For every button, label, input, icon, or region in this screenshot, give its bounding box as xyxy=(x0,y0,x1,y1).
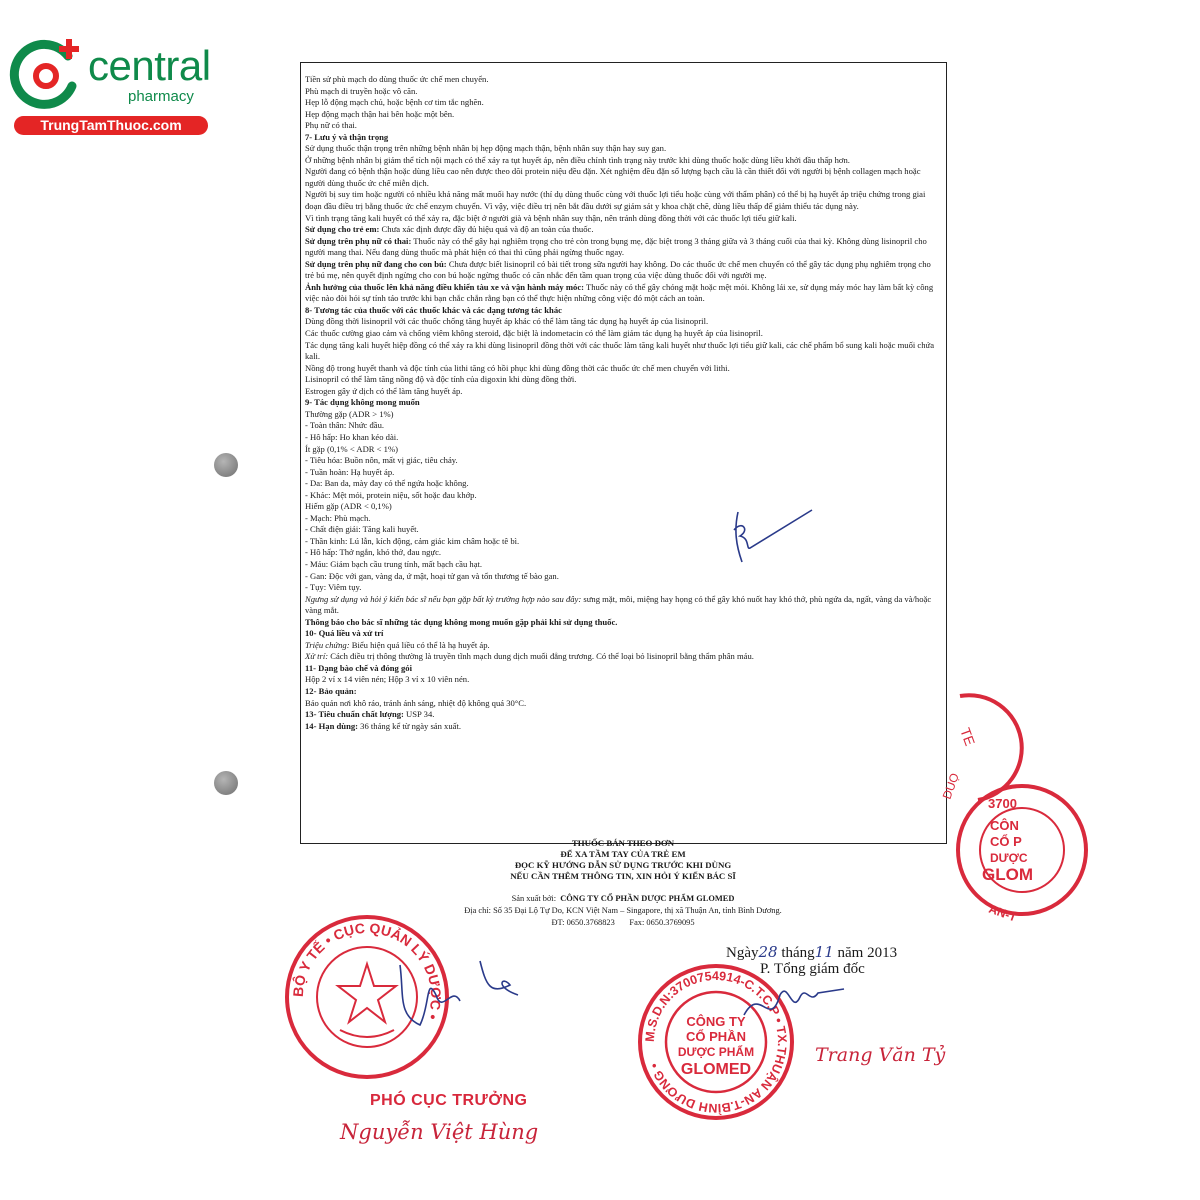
logo-brand: central xyxy=(88,42,211,89)
warning-line: THUỐC BÁN THEO ĐƠN xyxy=(571,838,675,848)
logo-sub: pharmacy xyxy=(128,88,194,105)
inline-label: Ảnh hưởng của thuốc lên khả năng điều khiển tàu xe và vận hành máy móc: xyxy=(305,281,585,292)
doc-line xyxy=(305,363,941,375)
punch-hole-top xyxy=(214,453,238,477)
initial-signature xyxy=(720,500,820,570)
doc-line xyxy=(305,559,941,571)
doc-line xyxy=(305,490,941,502)
edge-stamp-l4: DƯỢC xyxy=(990,851,1028,865)
inline-label: Sử dụng cho trẻ em: xyxy=(305,224,380,235)
section-heading xyxy=(305,305,941,317)
doc-line xyxy=(305,571,941,583)
mfr-name: CÔNG TY CỔ PHẦN DƯỢC PHẨM GLOMED xyxy=(560,894,735,903)
glomed-l3: DƯỢC PHẨM xyxy=(677,1045,755,1059)
line-text: Các thuốc cường giao cảm và chống viêm không steroid, đặc biệt là indometacin có thể làm giảm tác dụng hạ huyết áp của lisinopril. xyxy=(305,328,763,339)
line-text: Vì tình trạng tăng kali huyết có thể xảy ra, đặc biệt ở người già và bệnh nhân suy thận, nên tránh dùng đồng thời với các thuốc lợi tiểu giữ kali. xyxy=(305,212,797,223)
doc-line xyxy=(305,444,941,456)
edge-stamp-l1: 3700 xyxy=(988,796,1017,811)
line-text: - Máu: Giảm bạch cầu trung tính, mất bạch cầu hạt. xyxy=(305,558,483,569)
date-month: 11 xyxy=(814,943,834,961)
line-text: - Gan: Độc với gan, vàng da, ứ mật, hoại tử gan và tổn thương tế bào gan. xyxy=(305,570,559,581)
signer-role: P. Tổng giám đốc xyxy=(760,961,865,977)
doc-line xyxy=(305,236,941,259)
line-text: 10- Quá liều và xử trí xyxy=(305,628,384,639)
line-text: - Chất điện giải: Tăng kali huyết. xyxy=(305,524,419,535)
mfr-address: Địa chỉ: Số 35 Đại Lộ Tự Do, KCN Việt Nam – Singapore, thị xã Thuận An, tỉnh Bình Dương. xyxy=(464,906,782,915)
pharmacy-logo xyxy=(10,36,225,136)
date-day: 28 xyxy=(758,943,778,961)
doc-line xyxy=(305,709,941,721)
inline-italic-label: Triệu chứng: xyxy=(305,639,350,650)
line-text: 12- Bảo quản: xyxy=(305,685,357,696)
line-text: - Khác: Mệt mỏi, protein niệu, sốt hoặc đau khớp. xyxy=(305,489,477,500)
doc-line xyxy=(305,340,941,363)
doc-line xyxy=(305,143,941,155)
line-text: - Toàn thân: Nhức đầu. xyxy=(305,420,385,431)
line-text: Biểu hiện quá liều có thể là hạ huyết áp. xyxy=(349,639,490,650)
line-text: USP 34. xyxy=(403,709,435,720)
doc-line xyxy=(305,432,941,444)
doc-line xyxy=(305,478,941,490)
doc-line xyxy=(305,86,941,98)
line-text: - Hô hấp: Thở ngắn, khó thở, đau ngực. xyxy=(305,547,442,558)
line-text: Hẹp lỗ động mạch chủ, hoặc bệnh cơ tim tắc nghẽn. xyxy=(305,97,484,108)
doc-line xyxy=(305,155,941,167)
line-text: - Tụy: Viêm tụy. xyxy=(305,582,362,593)
warning-block xyxy=(305,838,941,882)
doc-line xyxy=(305,120,941,132)
doc-line xyxy=(305,594,941,617)
line-text: Hẹp động mạch thận hai bên hoặc một bên. xyxy=(305,108,455,119)
line-text: - Hô hấp: Ho khan kéo dài. xyxy=(305,431,399,442)
doc-line xyxy=(305,328,941,340)
section-heading xyxy=(305,686,941,698)
doc-line xyxy=(305,651,941,663)
doc-line xyxy=(305,74,941,86)
logo-url[interactable]: TrungTamThuoc.com xyxy=(14,116,208,135)
emblem-star-icon xyxy=(338,964,396,1022)
line-text: Ở những bệnh nhân bị giảm thể tích nội mạch có thể xảy ra tụt huyết áp, nên điều chỉnh tình trạng này trước khi dùng thuốc hoặc dùng liều khởi đầu thấp hơn. xyxy=(305,154,850,165)
doc-line xyxy=(305,109,941,121)
official-signature xyxy=(390,955,540,1035)
edge-stamp-l2: CÔN xyxy=(990,818,1019,833)
line-text: Thuốc này có thể gây chóng mặt hoặc mệt mỏi. Không lái xe, sử dụng máy móc hay làm bất kỳ công việc nào đòi hỏi sự tỉnh táo trước khi bạn chắc chắn rằng bạn có thể thực hiện những công việc đó một cách an toàn. xyxy=(305,281,934,304)
mfr-fax: Fax: 0650.3769095 xyxy=(629,918,695,927)
glomed-ring-text: M.S.D.N:3700754914-C.T.C.P • TX.THUẬN AN-T.BÌNH DƯƠNG • xyxy=(642,968,790,1116)
line-text: 36 tháng kể từ ngày sản xuất. xyxy=(358,720,462,731)
line-text: Người bị suy tim hoặc người có nhiều khả năng mất muối hay nước (thí dụ dùng thuốc cùng với thuốc lợi tiểu hoặc cùng với thẩm phân) có thể bị hạ huyết áp triệu chứng trong giai đoạn đầu điều trị bằng thuốc ức chế enzym chuyển. Vì vậy, việc điều trị nên bắt đầu dưới sự giám sát y khoa chặt chẽ, dùng liều thấp để giảm thiểu tác dụng này. xyxy=(305,189,926,212)
line-text: - Mạch: Phù mạch. xyxy=(305,512,371,523)
line-text: - Da: Ban da, mày đay có thể ngứa hoặc không. xyxy=(305,478,469,489)
inline-label: 13- Tiêu chuẩn chất lượng: xyxy=(305,709,404,720)
director-name: Trang Văn Tỷ xyxy=(815,1044,946,1066)
line-text: Sử dụng thuốc thận trọng trên những bệnh nhân bị hẹp động mạch thận, bệnh nhân suy thận hay suy gan. xyxy=(305,143,667,154)
doc-line xyxy=(305,166,941,189)
section-heading xyxy=(305,663,941,675)
mfr-label: Sản xuất bởi: xyxy=(511,894,557,903)
inline-italic-label: Ngưng sử dụng và hỏi ý kiến bác sĩ nếu bạn gặp bất kỳ trường hợp nào sau đây: xyxy=(305,593,582,604)
svg-text:DUỌ: DUỌ xyxy=(939,771,962,802)
edge-stamp xyxy=(930,690,1033,940)
line-text: Người đang có bệnh thận hoặc dùng liều cao nên được theo dõi protein niệu đều đặn. Xét nghiệm đều đặn số lượng bạch cầu là cần thiết đối với người bị bệnh collagen mạch hoặc người dùng thuốc ức chế miễn dịch. xyxy=(305,166,921,188)
section-heading xyxy=(305,132,941,144)
line-text: Lisinopril có thể làm tăng nồng độ và độc tính của digoxin khi dùng đồng thời. xyxy=(305,374,577,385)
edge-stamp-l3: CỔ P xyxy=(990,834,1022,849)
director-signature xyxy=(740,975,850,1035)
date-month-label: tháng xyxy=(781,945,815,961)
doc-line xyxy=(305,513,941,525)
doc-line xyxy=(305,189,941,212)
doc-line xyxy=(305,547,941,559)
mfr-phone: ĐT: 0650.3768823 xyxy=(551,918,615,927)
line-text: Cách điều trị thông thường là truyền tĩnh mạch dung dịch muối đẳng trương. Có thể loại bỏ lisinopril bằng thẩm phân máu. xyxy=(328,651,754,662)
line-text: Nồng độ trong huyết thanh và độc tính của lithi tăng có hồi phục khi dùng đồng thời các thuốc ức chế men chuyển với lithi. xyxy=(305,362,730,373)
doc-line xyxy=(305,721,941,733)
doc-line xyxy=(305,524,941,536)
warning-line: ĐỌC KỸ HƯỚNG DẪN SỬ DỤNG TRƯỚC KHI DÙNG xyxy=(514,860,732,870)
warning-line: ĐỂ XA TẦM TAY CỦA TRẺ EM xyxy=(560,849,686,859)
ministry-ring-text: BỘ Y TẾ • CỤC QUẢN LÝ DƯỢC • xyxy=(289,919,445,1022)
line-text: sưng mặt, môi, miệng hay họng có thể gây khó nuốt hay khó thở, phù ngứa da, ngất, vàng da và/hoặc vàng mắt. xyxy=(305,593,932,616)
doc-line xyxy=(305,501,941,513)
inline-label: 14- Hạn dùng: xyxy=(305,720,359,731)
logo-mark-icon xyxy=(10,36,90,116)
doc-line xyxy=(305,224,941,236)
inline-label: Sử dụng trên phụ nữ đang cho con bú: xyxy=(305,258,447,269)
doc-line xyxy=(305,213,941,225)
doc-line xyxy=(305,674,941,686)
line-text: Tiền sử phù mạch do dùng thuốc ức chế men chuyển. xyxy=(305,74,489,84)
doc-line xyxy=(305,536,941,548)
line-text: 7- Lưu ý và thận trọng xyxy=(305,131,389,142)
line-text: Phù mạch di truyền hoặc vô căn. xyxy=(305,85,418,96)
line-text: Hiếm gặp (ADR < 0,1%) xyxy=(305,501,392,512)
doc-line xyxy=(305,467,941,479)
glomed-l1: CÔNG TY xyxy=(686,1014,746,1029)
doc-line xyxy=(305,316,941,328)
section-heading xyxy=(305,617,941,629)
line-text: Chưa được biết lisinopril có bài tiết trong sữa người hay không. Do các thuốc ức chế men chuyển có thể gây tác dụng phụ nghiêm trọng cho trẻ bú mẹ, nên quyết định ngừng cho con bú hoặc ngừng thuốc có căn nhắc đến tầm quan trọng của việc dùng thuốc đối với người mẹ. xyxy=(305,258,931,281)
line-text: - Thần kinh: Lú lẫn, kích động, cảm giác kim châm hoặc tê bì. xyxy=(305,535,520,546)
official-name: Nguyễn Việt Hùng xyxy=(340,1120,539,1144)
doc-line xyxy=(305,698,941,710)
date-year: năm 2013 xyxy=(837,945,898,961)
line-text: 9- Tác dụng không mong muốn xyxy=(305,397,420,408)
doc-line xyxy=(305,97,941,109)
line-text: Ít gặp (0,1% < ADR < 1%) xyxy=(305,443,398,454)
line-text: Chưa xác định được đầy đủ hiệu quả và độ an toàn của thuốc. xyxy=(379,224,594,235)
doc-line xyxy=(305,640,941,652)
line-text: Dùng đồng thời lisinopril với các thuốc chống tăng huyết áp khác có thể làm tăng tác dụng hạ huyết áp của lisinopril. xyxy=(305,316,709,327)
svg-text:TE: TE xyxy=(957,725,979,748)
doc-line xyxy=(305,259,941,282)
edge-stamp-l5: GLOM xyxy=(982,865,1033,884)
section-heading xyxy=(305,397,941,409)
inline-label: Sử dụng trên phụ nữ có thai: xyxy=(305,235,412,246)
line-text: - Tuần hoàn: Hạ huyết áp. xyxy=(305,466,395,477)
line-text: Thường gặp (ADR > 1%) xyxy=(305,408,394,419)
glomed-l4: GLOMED xyxy=(680,1061,752,1078)
line-text: Phụ nữ có thai. xyxy=(305,120,357,131)
line-text: 11- Dạng bào chế và đóng gói xyxy=(305,662,412,673)
doc-line xyxy=(305,374,941,386)
document-body xyxy=(305,74,941,732)
line-text: 8- Tương tác của thuốc với các thuốc khác và các dạng tương tác khác xyxy=(305,304,562,315)
official-title: PHÓ CỤC TRƯỞNG xyxy=(370,1092,528,1109)
line-text: Hộp 2 vỉ x 14 viên nén; Hộp 3 vỉ x 10 viên nén. xyxy=(305,674,470,685)
punch-hole-bottom xyxy=(214,771,238,795)
line-text: Thuốc này có thể gây hại nghiêm trọng cho trẻ còn trong bụng mẹ, đặc biệt trong 3 tháng giữa và 3 tháng cuối của thai kỳ. Không dùng lisinopril cho người mang thai. Nếu đang dùng thuốc mà phát hiện có thai thì cũng phải ngừng thuốc ngay. xyxy=(305,235,927,258)
line-text: Tác dụng tăng kali huyết hiệp đồng có thể xảy ra khi dùng lisinopril đồng thời với các thuốc làm tăng kali huyết như thuốc lợi tiểu giữ kali, các chế phẩm bổ sung kali hoặc muối chứa kali. xyxy=(305,339,935,362)
line-text: Bảo quản nơi khô ráo, tránh ánh sáng, nhiệt độ không quá 30°C. xyxy=(305,697,527,708)
doc-line xyxy=(305,582,941,594)
doc-line xyxy=(305,409,941,421)
line-text: Thông báo cho bác sĩ những tác dụng không mong muốn gặp phải khi sử dụng thuốc. xyxy=(305,616,618,627)
inline-italic-label: Xử trí: xyxy=(305,651,329,662)
doc-line xyxy=(305,420,941,432)
edge-stamp-l6: AN-T xyxy=(986,901,1019,925)
doc-line xyxy=(305,282,941,305)
doc-line xyxy=(305,386,941,398)
line-text: Estrogen gây ứ dịch có thể làm tăng huyết áp. xyxy=(305,385,463,396)
sign-date xyxy=(726,943,897,962)
warning-line: NẾU CẦN THÊM THÔNG TIN, XIN HỎI Ý KIẾN BÁC SĨ xyxy=(510,871,736,881)
line-text: - Tiêu hóa: Buồn nôn, mất vị giác, tiêu chảy. xyxy=(305,455,458,466)
doc-line xyxy=(305,455,941,467)
glomed-l2: CỔ PHẦN xyxy=(686,1029,746,1044)
date-prefix: Ngày xyxy=(726,945,759,961)
section-heading xyxy=(305,628,941,640)
